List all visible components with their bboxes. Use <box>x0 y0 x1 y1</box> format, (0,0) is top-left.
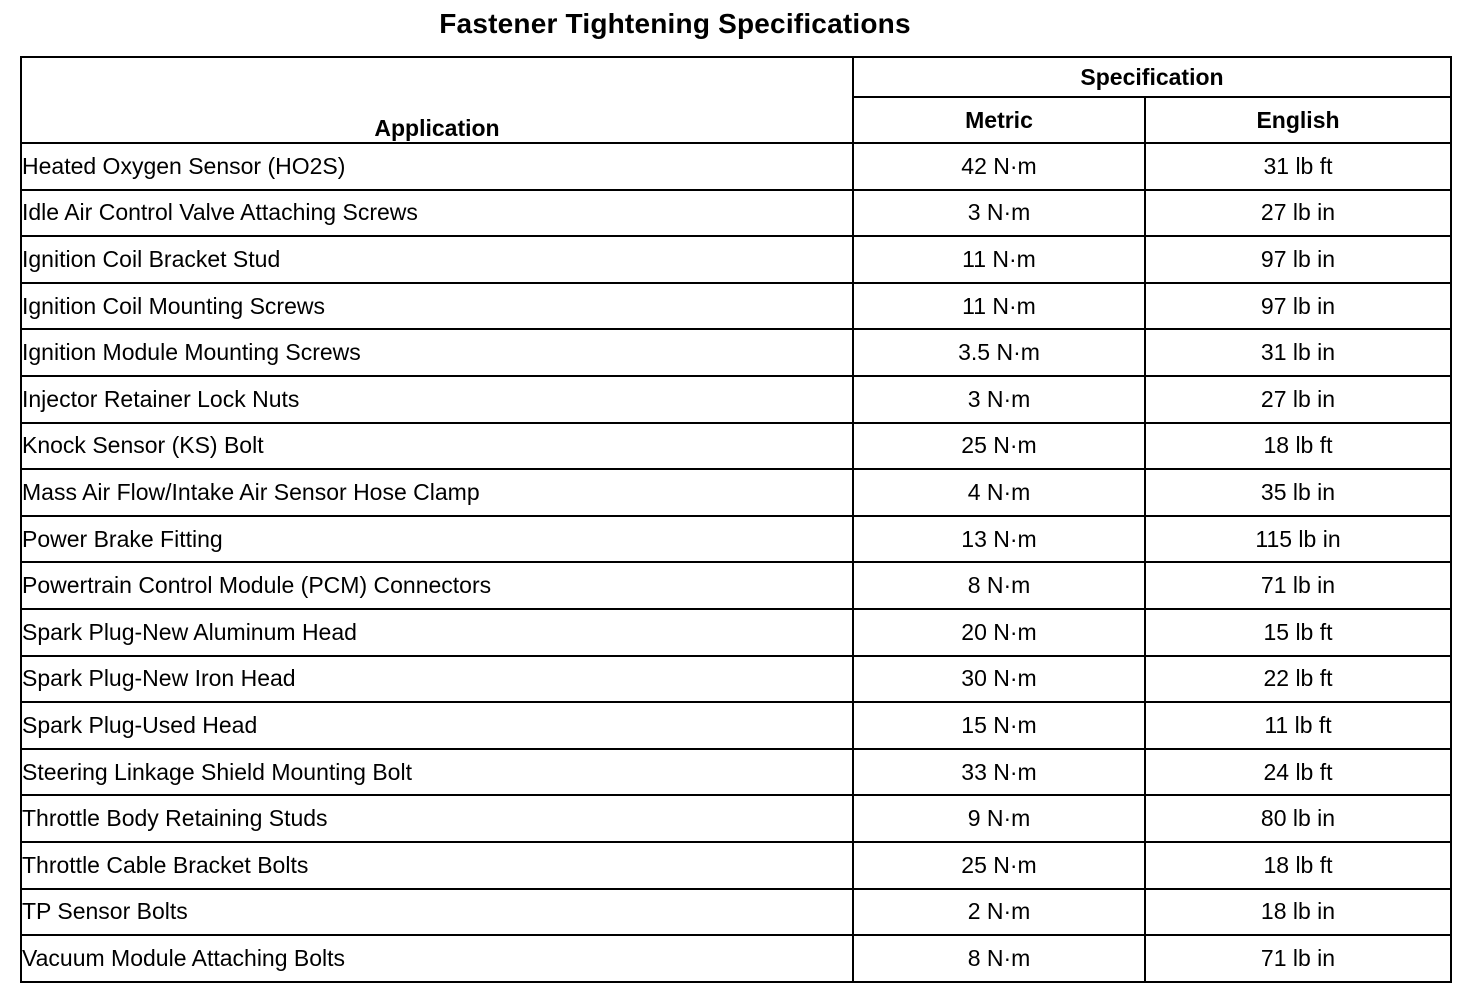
metric-value-cell: 8 N·m <box>853 935 1145 982</box>
metric-value-cell: 8 N·m <box>853 562 1145 609</box>
table-row <box>21 656 1451 703</box>
application-cell: Spark Plug-New Aluminum Head <box>21 609 853 656</box>
table-header <box>21 57 1451 143</box>
metric-value-cell: 25 N·m <box>853 423 1145 470</box>
table-row <box>21 143 1451 190</box>
metric-value-cell: 30 N·m <box>853 656 1145 703</box>
specifications-table <box>20 56 1452 983</box>
english-value-cell: 115 lb in <box>1145 516 1451 563</box>
application-cell: Knock Sensor (KS) Bolt <box>21 423 853 470</box>
application-cell: TP Sensor Bolts <box>21 889 853 936</box>
metric-value-cell: 33 N·m <box>853 749 1145 796</box>
english-value-cell: 71 lb in <box>1145 935 1451 982</box>
metric-value-cell: 9 N·m <box>853 795 1145 842</box>
metric-value-cell: 15 N·m <box>853 702 1145 749</box>
application-cell: Ignition Coil Mounting Screws <box>21 283 853 330</box>
application-cell: Mass Air Flow/Intake Air Sensor Hose Clamp <box>21 469 853 516</box>
application-cell: Heated Oxygen Sensor (HO2S) <box>21 143 853 190</box>
metric-value-cell: 11 N·m <box>853 236 1145 283</box>
metric-value-cell: 2 N·m <box>853 889 1145 936</box>
table-row <box>21 329 1451 376</box>
application-cell: Ignition Module Mounting Screws <box>21 329 853 376</box>
table-row <box>21 702 1451 749</box>
table-row <box>21 376 1451 423</box>
table-row <box>21 749 1451 796</box>
specification-column-header: Specification <box>853 57 1451 97</box>
application-cell: Spark Plug-Used Head <box>21 702 853 749</box>
page-title: Fastener Tightening Specifications <box>439 8 911 39</box>
metric-value-cell: 13 N·m <box>853 516 1145 563</box>
english-value-cell: 11 lb ft <box>1145 702 1451 749</box>
application-cell: Ignition Coil Bracket Stud <box>21 236 853 283</box>
application-cell: Idle Air Control Valve Attaching Screws <box>21 190 853 237</box>
english-value-cell: 15 lb ft <box>1145 609 1451 656</box>
english-value-cell: 80 lb in <box>1145 795 1451 842</box>
english-value-cell: 18 lb in <box>1145 889 1451 936</box>
table-row <box>21 283 1451 330</box>
table-row <box>21 609 1451 656</box>
table-row <box>21 236 1451 283</box>
english-value-cell: 31 lb in <box>1145 329 1451 376</box>
english-value-cell: 35 lb in <box>1145 469 1451 516</box>
metric-value-cell: 3.5 N·m <box>853 329 1145 376</box>
english-column-header: English <box>1145 97 1451 143</box>
english-value-cell: 27 lb in <box>1145 376 1451 423</box>
application-cell: Throttle Body Retaining Studs <box>21 795 853 842</box>
metric-value-cell: 25 N·m <box>853 842 1145 889</box>
application-cell: Power Brake Fitting <box>21 516 853 563</box>
table-row <box>21 795 1451 842</box>
application-cell: Injector Retainer Lock Nuts <box>21 376 853 423</box>
table-row <box>21 190 1451 237</box>
application-cell: Powertrain Control Module (PCM) Connectors <box>21 562 853 609</box>
metric-value-cell: 20 N·m <box>853 609 1145 656</box>
table-row <box>21 516 1451 563</box>
english-value-cell: 18 lb ft <box>1145 842 1451 889</box>
metric-value-cell: 3 N·m <box>853 190 1145 237</box>
table-row <box>21 889 1451 936</box>
english-value-cell: 71 lb in <box>1145 562 1451 609</box>
table-row <box>21 842 1451 889</box>
metric-column-header: Metric <box>853 97 1145 143</box>
application-cell: Spark Plug-New Iron Head <box>21 656 853 703</box>
table-row <box>21 469 1451 516</box>
table-body <box>21 143 1451 982</box>
table-row <box>21 935 1451 982</box>
application-cell: Steering Linkage Shield Mounting Bolt <box>21 749 853 796</box>
metric-value-cell: 3 N·m <box>853 376 1145 423</box>
application-cell: Throttle Cable Bracket Bolts <box>21 842 853 889</box>
english-value-cell: 31 lb ft <box>1145 143 1451 190</box>
english-value-cell: 97 lb in <box>1145 283 1451 330</box>
english-value-cell: 27 lb in <box>1145 190 1451 237</box>
english-value-cell: 97 lb in <box>1145 236 1451 283</box>
table-row <box>21 423 1451 470</box>
table-row <box>21 562 1451 609</box>
english-value-cell: 22 lb ft <box>1145 656 1451 703</box>
english-value-cell: 24 lb ft <box>1145 749 1451 796</box>
application-column-header: Application <box>21 57 853 143</box>
application-cell: Vacuum Module Attaching Bolts <box>21 935 853 982</box>
english-value-cell: 18 lb ft <box>1145 423 1451 470</box>
metric-value-cell: 42 N·m <box>853 143 1145 190</box>
metric-value-cell: 11 N·m <box>853 283 1145 330</box>
metric-value-cell: 4 N·m <box>853 469 1145 516</box>
